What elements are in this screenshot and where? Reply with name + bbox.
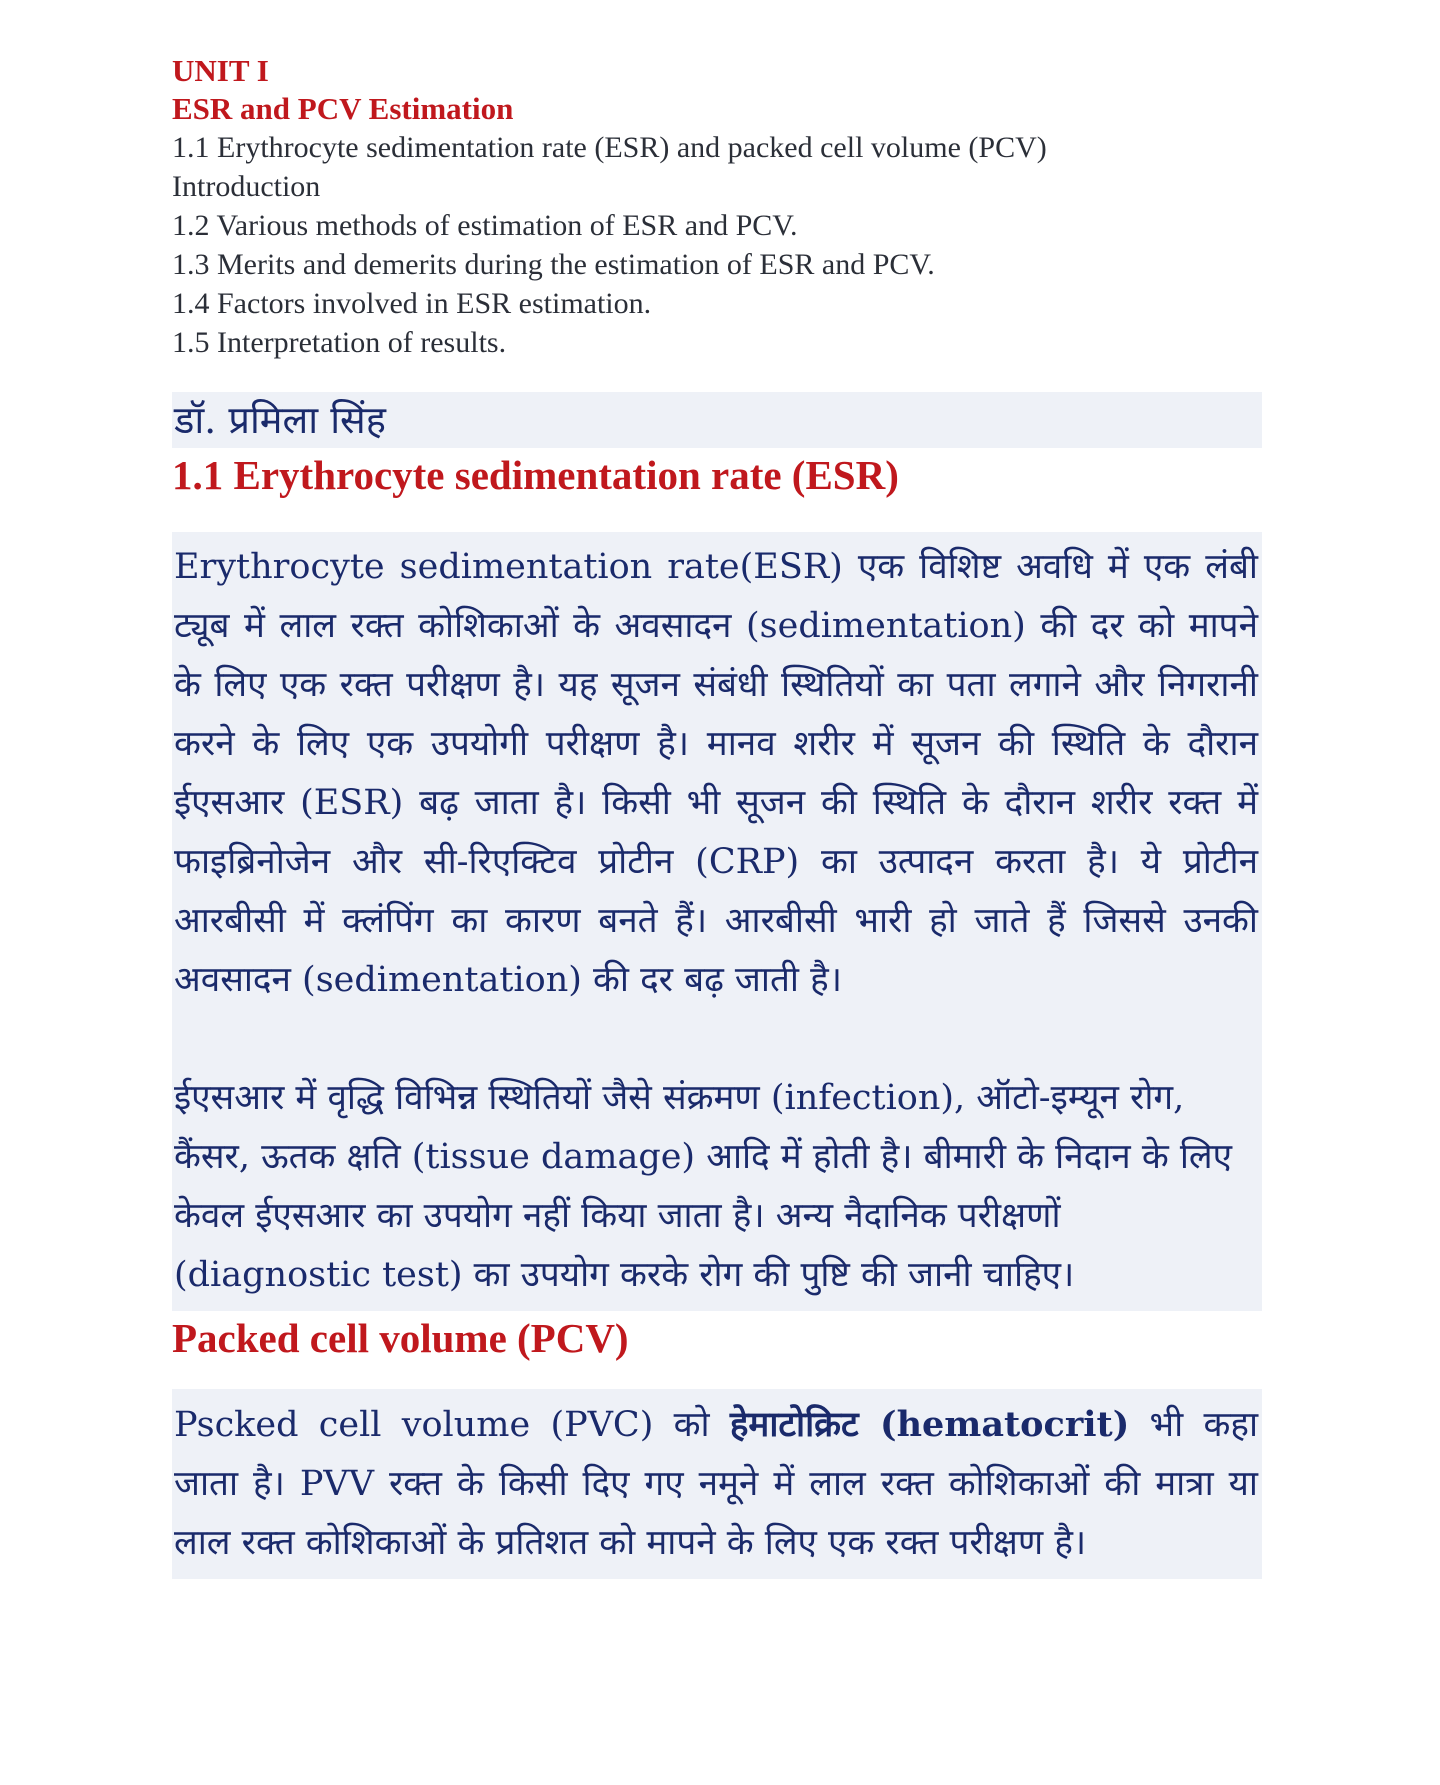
outline-item: Introduction <box>172 170 321 203</box>
unit-title: UNIT I <box>172 53 269 88</box>
esr-section-heading: 1.1 Erythrocyte sedimentation rate (ESR) <box>172 452 899 498</box>
esr-paragraph-2: ईएसआर में वृद्धि विभिन्न स्थितियों जैसे संक्रमण (infection), ऑटो-इम्यून रोग, कैंसर, ऊतक क्षति (tissue damage) आदि में होती है। बीमारी के निदान के लिए केवल ईएसआर का उपयोग नहीं किया जाता है। अन्य नैदानिक परीक्षणों (diagnostic test) का उपयोग करके रोग की पुष्टि की जानी चाहिए। <box>174 1078 1232 1295</box>
unit-outline <box>172 128 1262 362</box>
pcv-paragraph <box>174 1395 1258 1573</box>
esr-paragraph-1: Erythrocyte sedimentation rate(ESR) एक विशिष्ट अवधि में एक लंबी ट्यूब में लाल रक्त कोशिकाओं के अवसादन (sedimentation) की दर को मापने के लिए एक रक्त परीक्षण है। यह सूजन संबंधी स्थितियों का पता लगाने और निगरानी करने के लिए एक उपयोगी परीक्षण है। मानव शरीर में सूजन की स्थिति के दौरान ईएसआर (ESR) बढ़ जाता है। किसी भी सूजन की स्थिति के दौरान शरीर रक्त में फाइब्रिनोजेन और सी-रिएक्टिव प्रोटीन (CRP) का उत्पादन करता है। ये प्रोटीन आरबीसी में क्लंपिंग का कारण बनते हैं। आरबीसी भारी हो जाते हैं जिससे उनकी अवसादन (sedimentation) की दर बढ़ जाती है। <box>174 547 1258 1000</box>
unit-subtitle: ESR and PCV Estimation <box>172 91 514 126</box>
esr-text-block <box>172 532 1262 1311</box>
pcv-paragraph-start: Pscked cell volume (PVC) को <box>174 1405 730 1445</box>
paragraph-spacer <box>174 1010 1258 1069</box>
hematocrit-term: हेमाटोक्रिट (hematocrit) <box>729 1404 1130 1445</box>
document-page <box>172 52 1262 1579</box>
outline-item: 1.2 Various methods of estimation of ESR and PCV. <box>172 209 798 242</box>
pcv-paragraph-rest: भी कहा जाता है। PVV रक्त के किसी दिए गए नमूने में लाल रक्त कोशिकाओं की मात्रा या लाल रक्त कोशिकाओं के प्रतिशत को मापने के लिए एक रक्त परीक्षण है। <box>174 1405 1259 1563</box>
pcv-text-block <box>172 1389 1262 1579</box>
outline-item: 1.1 Erythrocyte sedimentation rate (ESR) and packed cell volume (PCV) <box>172 131 1047 164</box>
outline-item: 1.5 Interpretation of results. <box>172 326 507 359</box>
outline-item: 1.3 Merits and demerits during the estimation of ESR and PCV. <box>172 248 935 281</box>
pcv-section-heading: Packed cell volume (PCV) <box>172 1315 629 1361</box>
author-name: डॉ. प्रमिला सिंह <box>172 392 1262 448</box>
outline-item: 1.4 Factors involved in ESR estimation. <box>172 287 652 320</box>
